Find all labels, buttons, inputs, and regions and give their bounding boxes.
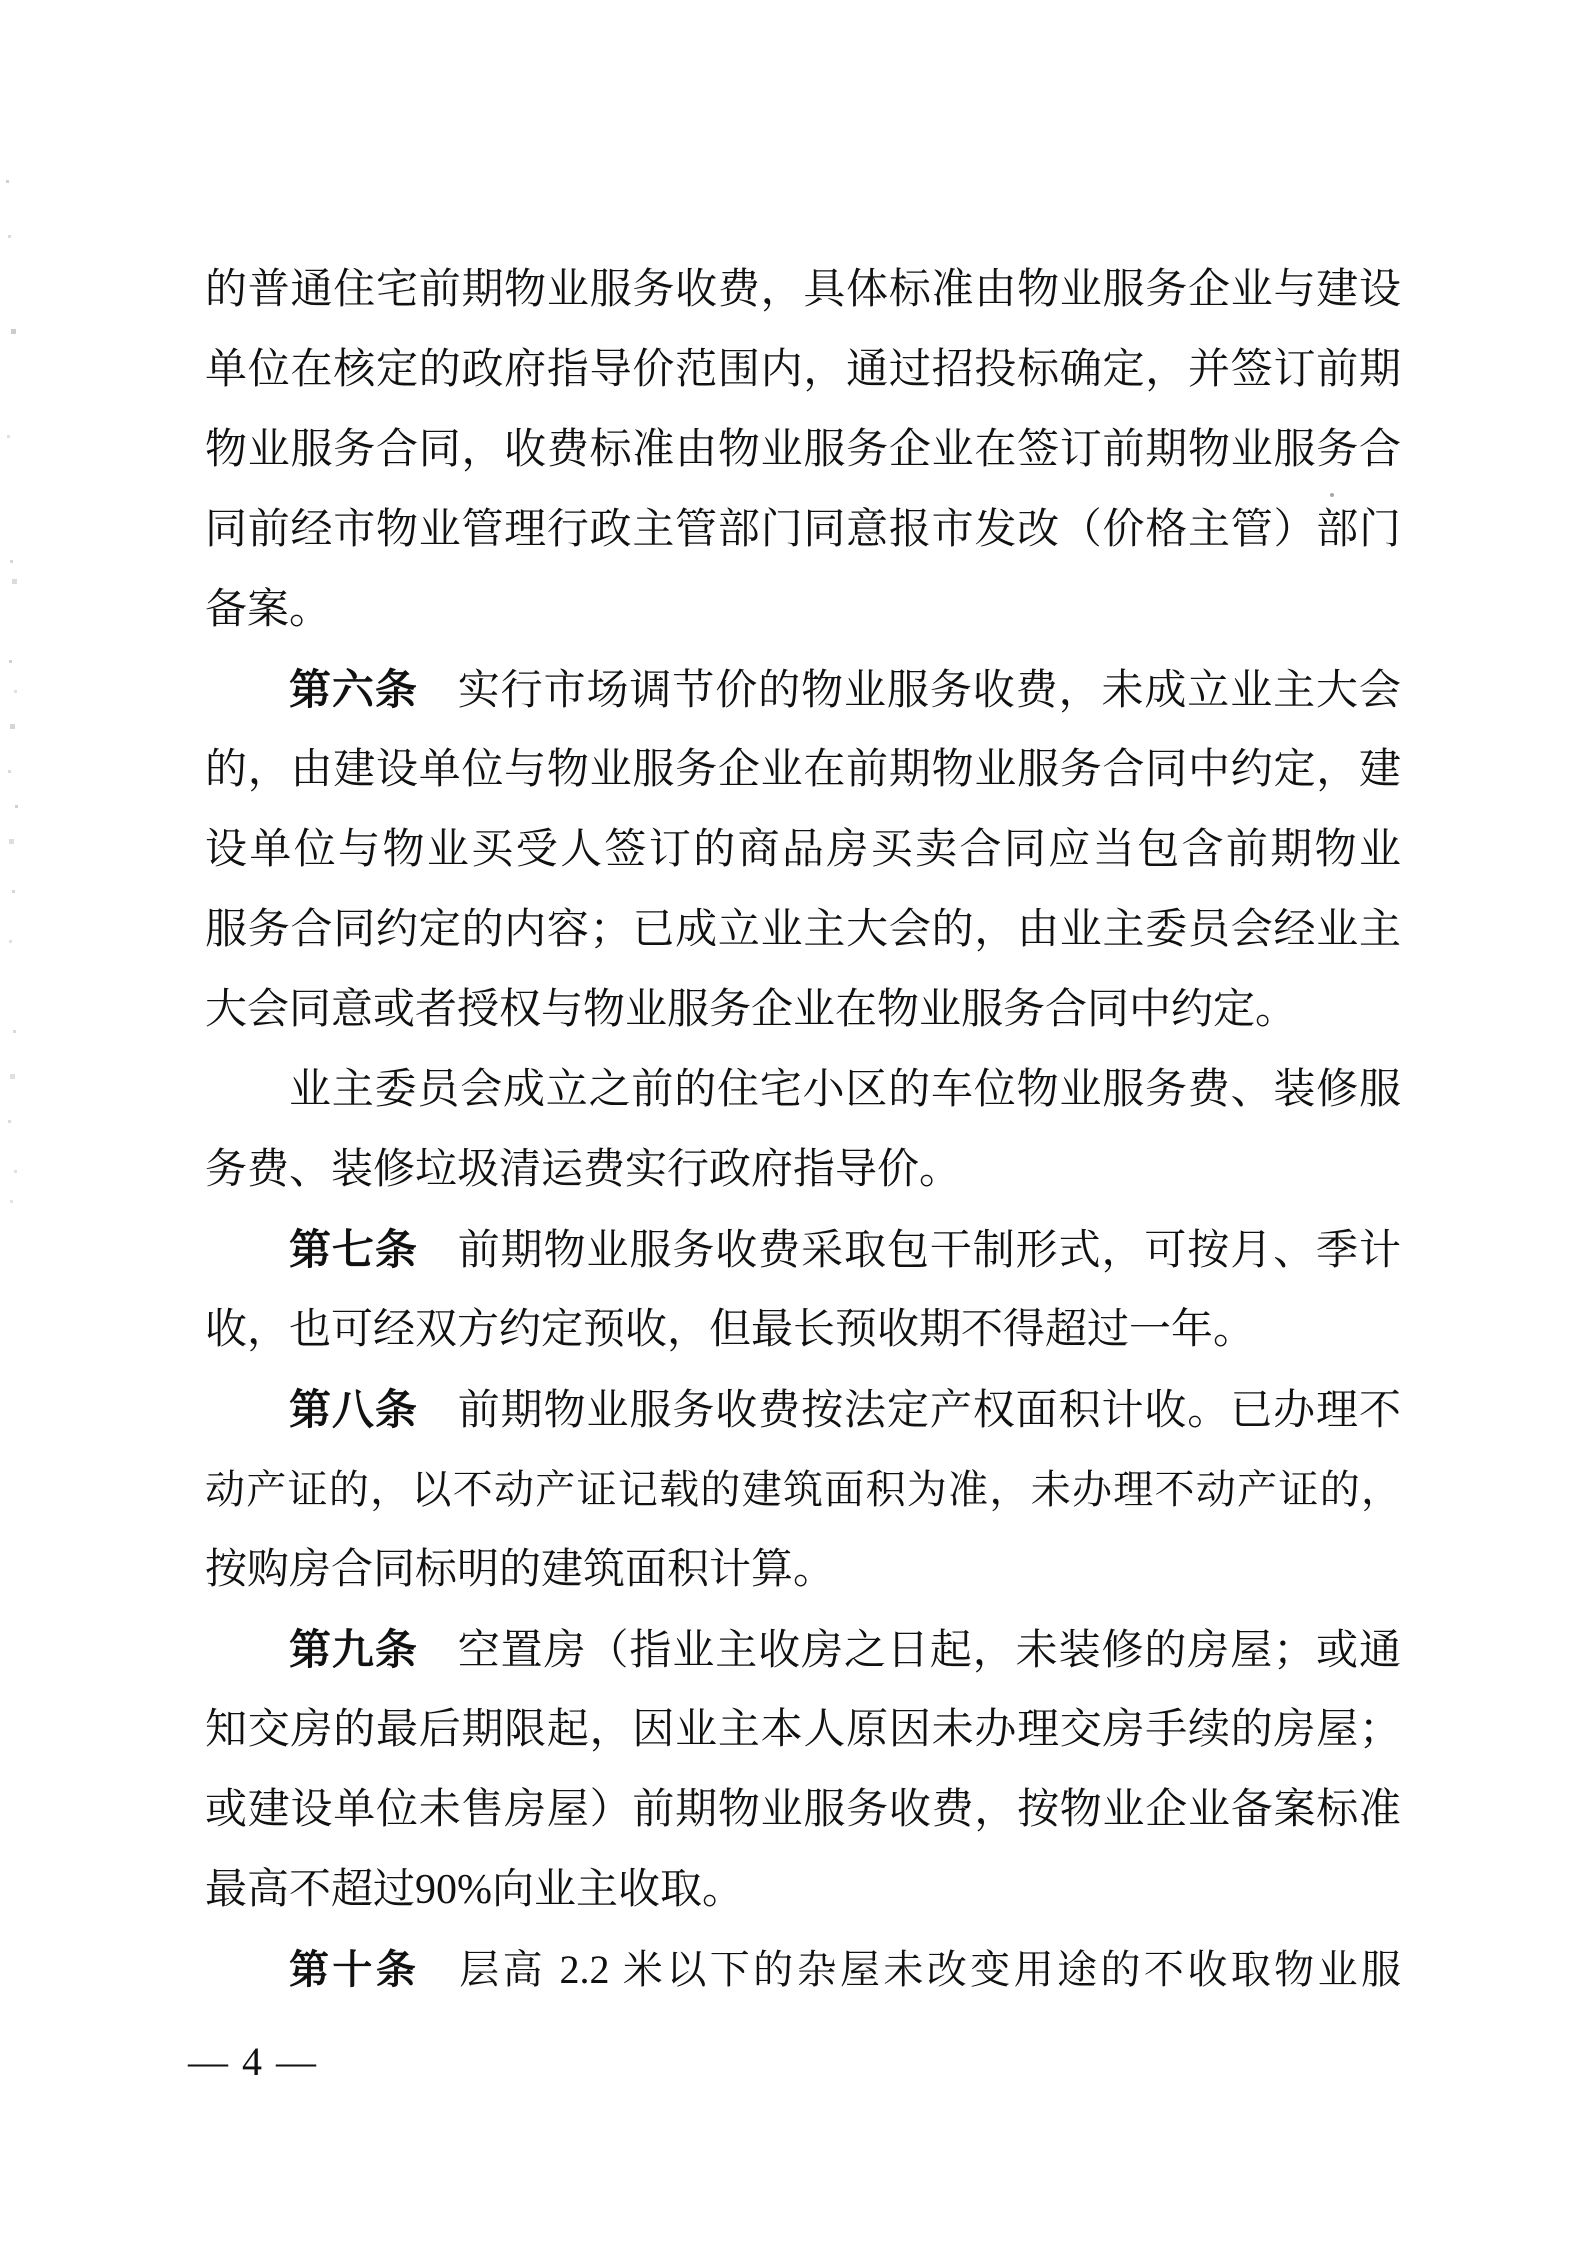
text-line — [205, 1050, 1401, 1130]
line-text: 最高不超过90%向业主收取。 — [205, 1867, 744, 1913]
line-text: 动产证的，以不动产证记载的建筑面积为准，未办理不动产证的， — [205, 1467, 1401, 1512]
line-text: 的普通住宅前期物业服务收费，具体标准由物业服务企业与建设 — [205, 267, 1401, 313]
line-text: 前期物业服务收费按法定产权面积计收。已办理不 — [457, 1388, 1401, 1434]
line-text: 实行市场调节价的物业服务收费，未成立业主大会 — [457, 668, 1401, 714]
line-text: 服务合同约定的内容；已成立业主大会的，由业主委员会经业主 — [205, 907, 1401, 953]
text-line — [205, 890, 1401, 970]
text-line — [205, 1610, 1401, 1690]
line-text: 前期物业服务收费采取包干制形式，可按月、季计 — [457, 1228, 1401, 1274]
line-text: 设单位与物业买受人签订的商品房买卖合同应当包含前期物业 — [205, 827, 1401, 873]
line-text: 层高 2.2 米以下的杂屋未改变用途的不收取物业服 — [459, 1947, 1401, 1992]
line-text: 空置房（指业主收房之日起，未装修的房屋；或通 — [457, 1628, 1401, 1674]
text-line — [205, 1850, 1401, 1930]
line-text: 大会同意或者授权与物业服务企业在物业服务合同中约定。 — [205, 987, 1298, 1033]
text-line — [205, 650, 1401, 730]
line-text: 或建设单位未售房屋）前期物业服务收费，按物业企业备案标准 — [205, 1787, 1401, 1833]
text-line — [205, 250, 1401, 330]
text-line — [205, 410, 1401, 490]
page-number-footer: — 4 — — [188, 2039, 318, 2084]
text-line — [205, 490, 1401, 570]
text-line — [205, 810, 1401, 890]
line-text: 按购房合同标明的建筑面积计算。 — [205, 1547, 836, 1593]
text-line — [205, 330, 1401, 410]
line-text: 收，也可经双方约定预收，但最长预收期不得超过一年。 — [205, 1307, 1256, 1353]
article-number: 第九条 — [289, 1626, 418, 1673]
text-line — [205, 970, 1401, 1050]
line-text: 同前经市物业管理行政主管部门同意报市发改（价格主管）部门 — [205, 507, 1401, 553]
text-line — [205, 1930, 1401, 2010]
text-line — [205, 1130, 1401, 1210]
text-line — [205, 1530, 1401, 1610]
text-line — [205, 570, 1401, 650]
text-line — [205, 1210, 1401, 1290]
text-line — [205, 1290, 1401, 1370]
line-text: 业主委员会成立之前的住宅小区的车位物业服务费、装修服 — [289, 1067, 1401, 1113]
line-text: 的，由建设单位与物业服务企业在前期物业服务合同中约定，建 — [205, 747, 1401, 793]
article-number: 第八条 — [289, 1386, 418, 1433]
document-body-text — [205, 250, 1401, 2010]
line-text: 务费、装修垃圾清运费实行政府指导价。 — [205, 1147, 962, 1193]
text-line — [205, 1450, 1401, 1530]
article-number: 第六条 — [289, 666, 418, 713]
text-line — [205, 1690, 1401, 1770]
article-number: 第十条 — [289, 1948, 420, 1992]
line-text: 物业服务合同，收费标准由物业服务企业在签订前期物业服务合 — [205, 427, 1401, 473]
text-line — [205, 1770, 1401, 1850]
article-number: 第七条 — [289, 1226, 418, 1273]
line-text: 知交房的最后期限起，因业主本人原因未办理交房手续的房屋； — [205, 1707, 1401, 1753]
line-text: 单位在核定的政府指导价范围内，通过招投标确定，并签订前期 — [205, 347, 1401, 393]
line-text: 备案。 — [205, 587, 332, 633]
scan-noise-left-edge — [6, 180, 9, 183]
text-line — [205, 1370, 1401, 1450]
text-line — [205, 730, 1401, 810]
